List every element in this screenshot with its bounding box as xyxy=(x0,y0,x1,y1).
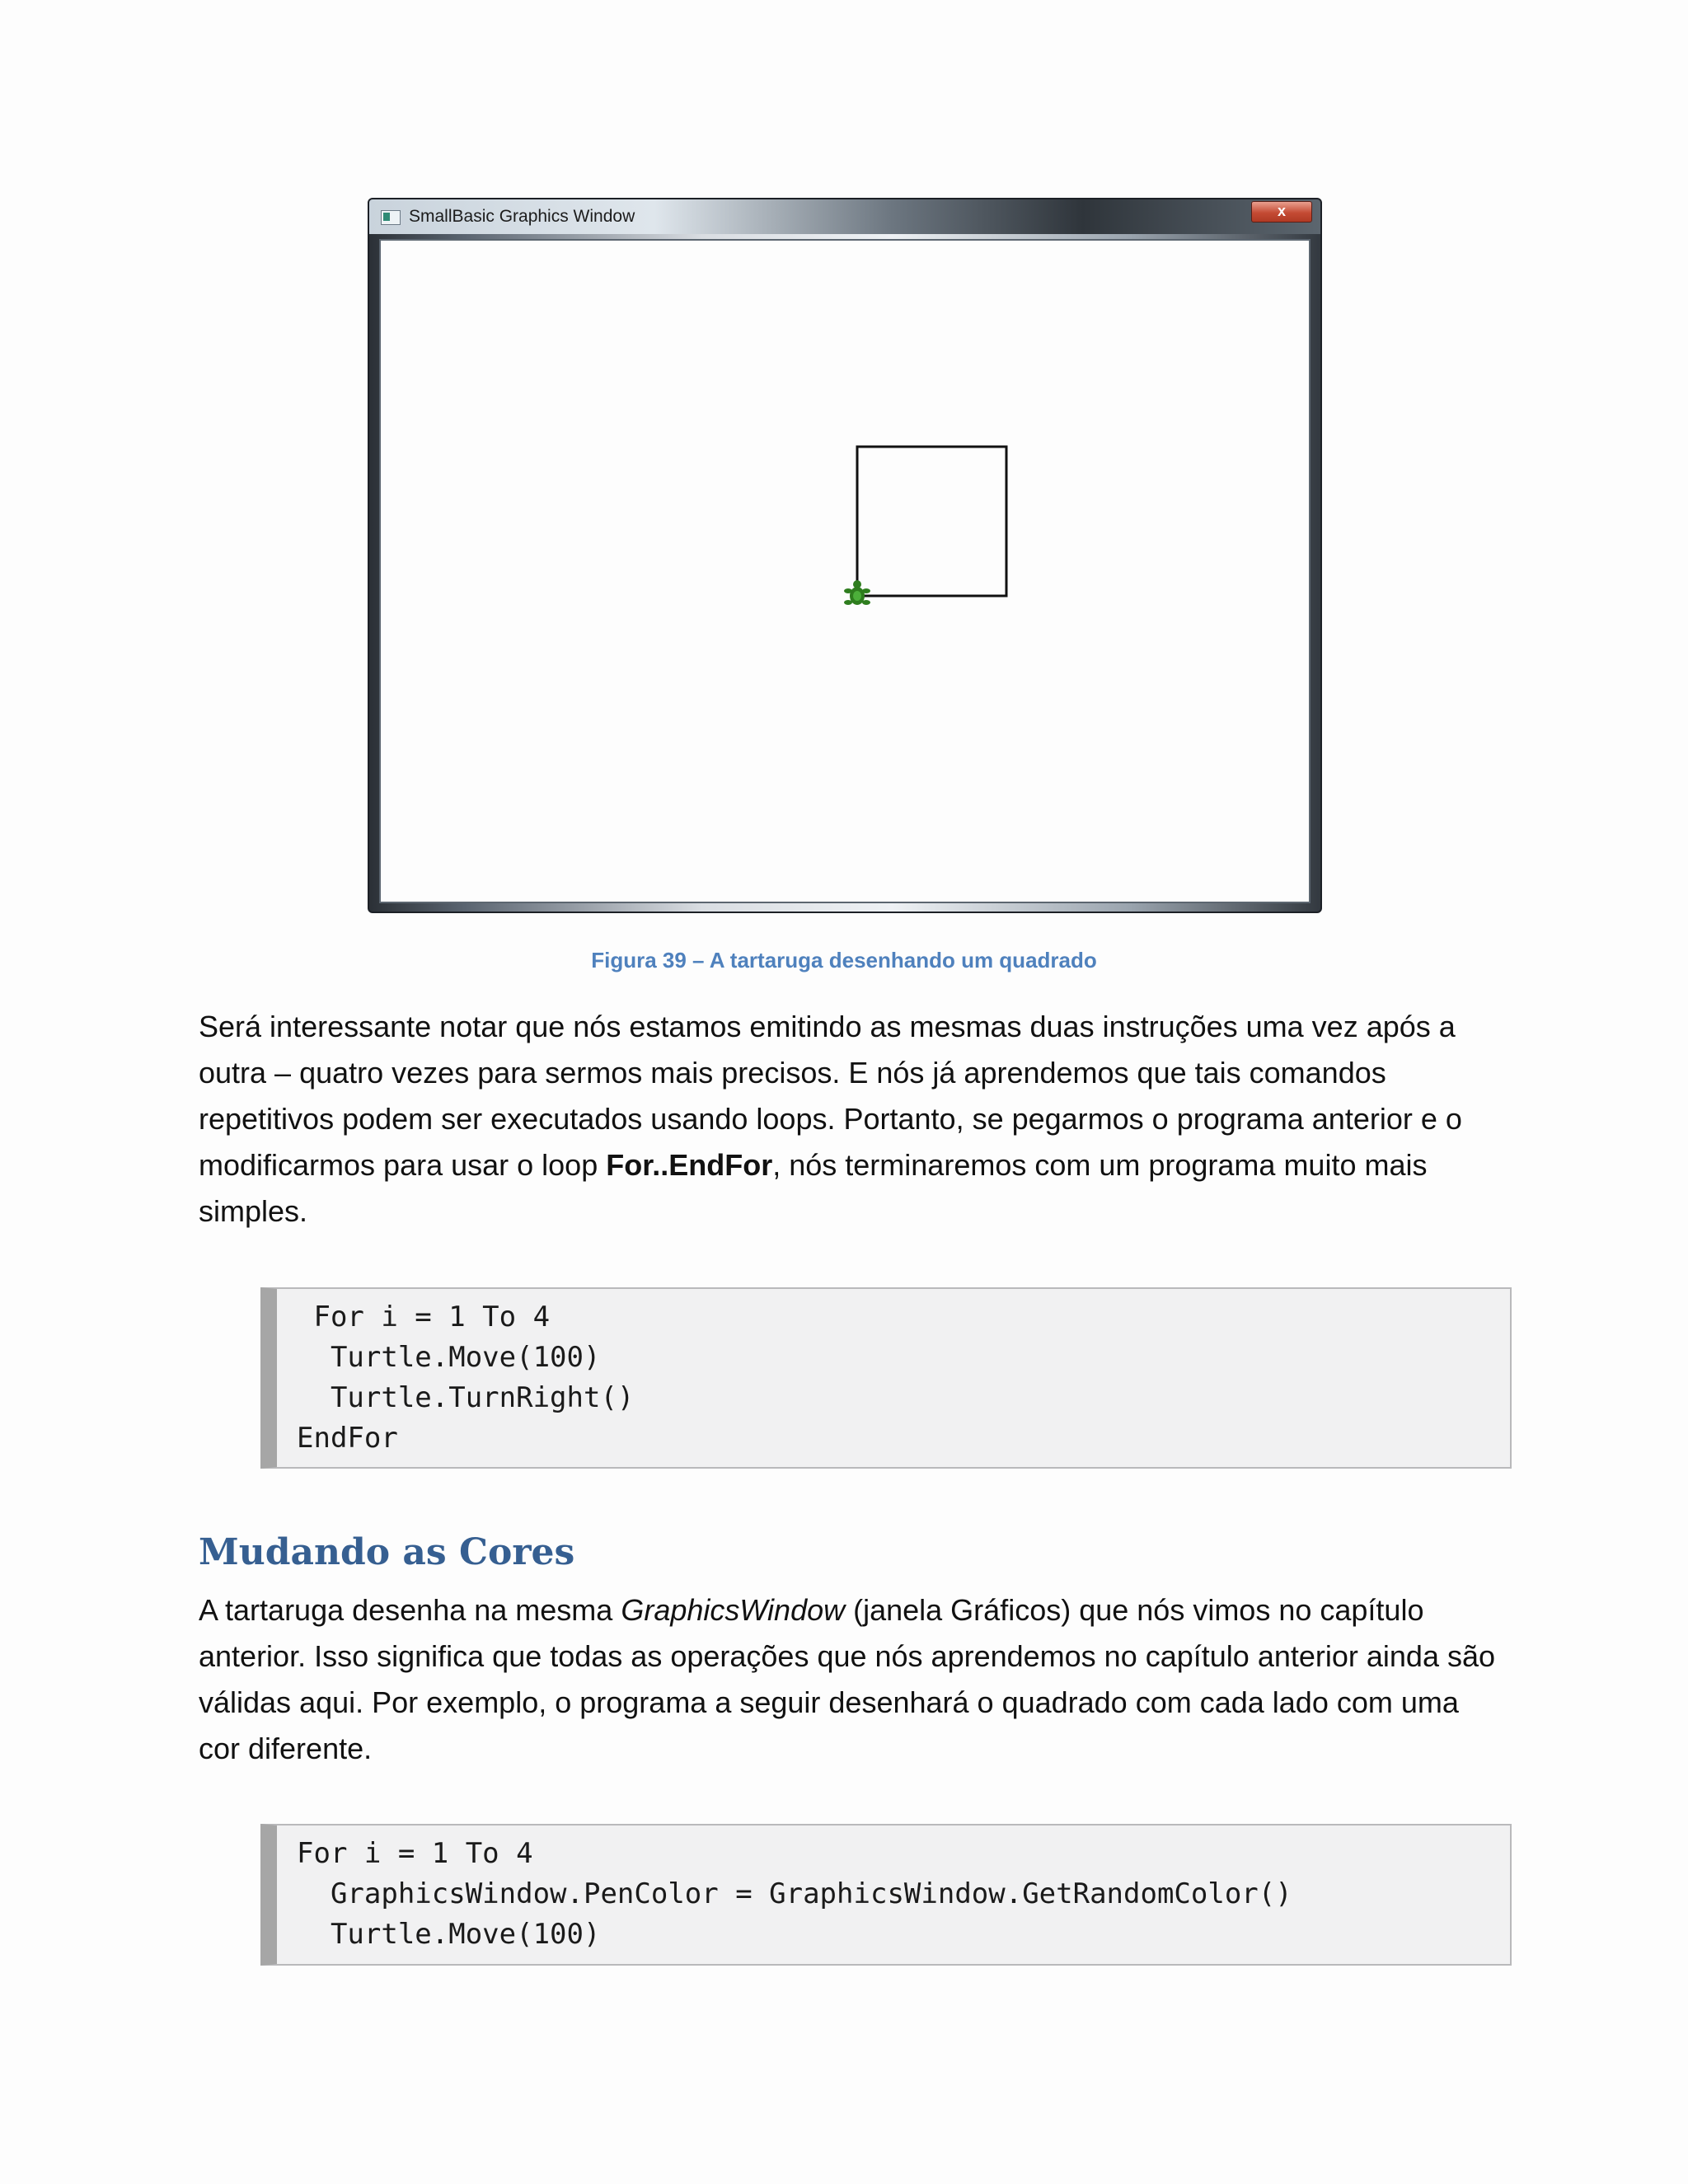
code-line: For i = 1 To 4 xyxy=(297,1301,551,1333)
code-line: Turtle.TurnRight() xyxy=(297,1381,635,1414)
drawn-square xyxy=(857,447,1006,596)
section-heading: Mudando as Cores xyxy=(199,1531,575,1573)
paragraph-1-text-a: Será interessante notar que nós estamos emitindo as mesmas duas instruções uma vez após a outra – quatro vezes para sermos mais precisos. E nós já aprendemos que tais comandos repetitivos podem ser executados usando loops. Portanto, se pegarmos o programa anterior e o modificarmos para usar o loop xyxy=(199,1010,1462,1182)
code-line: EndFor xyxy=(297,1422,398,1455)
paragraph-2-text-b: (janela Gráficos) que nós vimos no capítulo anterior. Isso significa que todas as operações que nós aprendemos no capítulo anterior ainda são válidas aqui. Por exemplo, o programa a seguir desenhará o quadrado com cada lado com uma cor diferente. xyxy=(199,1593,1496,1765)
code-line: For i = 1 To 4 xyxy=(297,1837,533,1870)
code-line: Turtle.Move(100) xyxy=(297,1341,601,1374)
paragraph-1 xyxy=(199,1004,1501,1235)
turtle-drawing xyxy=(381,241,1309,902)
app-icon xyxy=(381,210,401,225)
paragraph-2-italic: GraphicsWindow xyxy=(621,1593,846,1627)
paragraph-1-text-b: , nós terminaremos com um programa muito mais simples. xyxy=(199,1148,1428,1228)
smallbasic-graphics-window xyxy=(368,198,1322,913)
paragraph-2-text-a: A tartaruga desenha na mesma xyxy=(199,1593,621,1627)
graphics-canvas xyxy=(379,239,1311,903)
window-title: SmallBasic Graphics Window xyxy=(409,207,635,226)
code-line: Turtle.Move(100) xyxy=(297,1918,601,1951)
turtle-icon xyxy=(844,580,870,605)
code-line: GraphicsWindow.PenColor = GraphicsWindow.GetRandomColor() xyxy=(297,1877,1292,1910)
paragraph-1-bold: For..EndFor xyxy=(606,1148,773,1182)
paragraph-2 xyxy=(199,1587,1501,1772)
code-block-1 xyxy=(260,1287,1512,1469)
close-button[interactable]: x xyxy=(1251,201,1312,223)
window-titlebar[interactable] xyxy=(369,199,1320,234)
figure-caption: Figura 39 – A tartaruga desenhando um quadrado xyxy=(591,948,1097,972)
code-block-2 xyxy=(260,1824,1512,1966)
